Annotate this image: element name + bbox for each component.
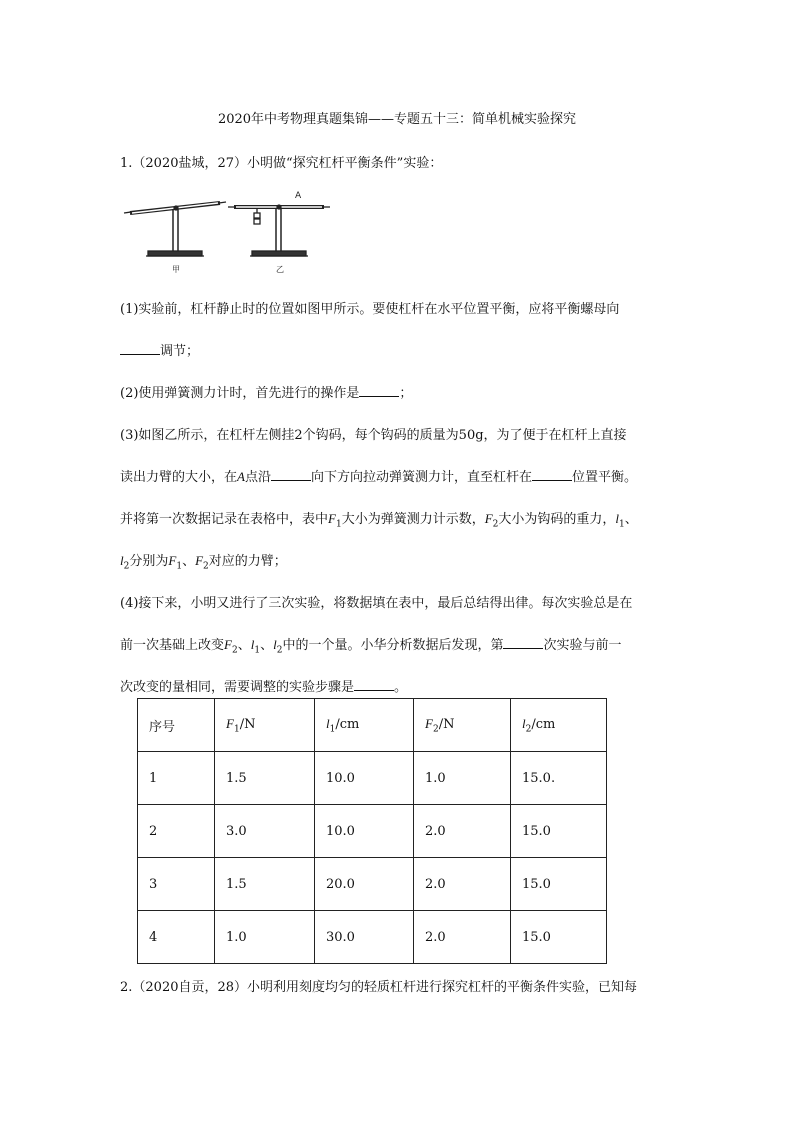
page-title: 2020年中考物理真题集锦——专题五十三：简单机械实验探究	[217, 112, 577, 127]
answer-blank[interactable]	[354, 678, 394, 691]
q1-part4-line2: 前一次基础上改变$F_2$、$l_1$、$l_2$中的一个量。小华分析数据后发现，第 次实验与前一	[120, 637, 622, 656]
table-cell: 10.0	[315, 805, 414, 858]
table-header-cell: $l_2/cm$	[511, 699, 607, 752]
table-cell: 1	[138, 752, 215, 805]
answer-blank[interactable]	[120, 342, 160, 355]
table-cell: 15.0	[511, 858, 607, 911]
table-cell: 1.5	[215, 752, 315, 805]
question-2-stem: 2.（2020自贡，28）小明利用刻度均匀的轻质杠杆进行探究杠杆的平衡条件实验，已知每	[120, 980, 638, 995]
table-cell: 15.0	[511, 911, 607, 964]
lever-stand-jia	[124, 202, 226, 256]
table-cell: 4	[138, 911, 215, 964]
answer-blank[interactable]	[359, 384, 399, 397]
q1-part1-line2: 调节；	[120, 340, 199, 359]
point-a-label: A	[295, 191, 302, 201]
q1-part3-line3: 并将第一次数据记录在表格中，表中$F_1$大小为弹簧测力计示数，$F_2$大小为钩码的重力，$l_1$、	[120, 511, 638, 530]
table-header-row	[138, 699, 607, 752]
q1-part3-line1: (3)如图乙所示，在杠杆左侧挂2个钩码，每个钩码的质量为50g，为了便于在杠杆上直接	[120, 428, 627, 443]
table-row	[138, 858, 607, 911]
figure-label-jia: 甲	[172, 265, 180, 274]
table-row	[138, 911, 607, 964]
q1-part3-line2: 读出力臂的大小，在A点沿 向下方向拉动弹簧测力计，直至杠杆在 位置平衡。	[120, 469, 638, 485]
table-cell: 2	[138, 805, 215, 858]
table-cell: 1.0	[215, 911, 315, 964]
q1-part1-line1: (1)实验前，杠杆静止时的位置如图甲所示。要使杠杆在水平位置平衡，应将平衡螺母向	[120, 302, 620, 317]
q1-part4-line3: 次改变的量相同，需要调整的实验步骤是 。	[120, 680, 408, 695]
table-cell: 30.0	[315, 911, 414, 964]
table-header-cell: $F_1/N$	[215, 699, 315, 752]
table-cell: 1.0	[414, 752, 511, 805]
table-header-cell: $F_2/N$	[414, 699, 511, 752]
q1-part3-line4: $l_2$分别为$F_1$、$F_2$对应的力臂；	[120, 553, 287, 572]
answer-blank[interactable]	[532, 468, 572, 481]
lever-stand-yi	[228, 205, 330, 256]
answer-blank[interactable]	[271, 468, 311, 481]
data-table	[137, 698, 607, 964]
question-1-stem: 1.（2020盐城，27）小明做“探究杠杆平衡条件”实验：	[120, 156, 443, 171]
table-cell: 20.0	[315, 858, 414, 911]
table-cell: 10.0	[315, 752, 414, 805]
table-cell: 15.0	[511, 805, 607, 858]
table-cell: 2.0	[414, 858, 511, 911]
table-cell: 15.0.	[511, 752, 607, 805]
table-cell: 1.5	[215, 858, 315, 911]
table-row	[138, 752, 607, 805]
answer-blank[interactable]	[503, 636, 543, 649]
table-header-cell: 序号	[138, 699, 215, 752]
table-cell: 3	[138, 858, 215, 911]
table-cell: 2.0	[414, 911, 511, 964]
table-header-cell: $l_1/cm$	[315, 699, 414, 752]
figure-label-yi: 乙	[276, 265, 284, 274]
lever-figure	[122, 185, 332, 280]
table-cell: 2.0	[414, 805, 511, 858]
table-cell: 3.0	[215, 805, 315, 858]
q1-part2: (2)使用弹簧测力计时，首先进行的操作是 ；	[120, 386, 413, 401]
q1-part4-line1: (4)接下来，小明又进行了三次实验，将数据填在表中，最后总结得出律。每次实验总是在	[120, 596, 633, 611]
table-row	[138, 805, 607, 858]
